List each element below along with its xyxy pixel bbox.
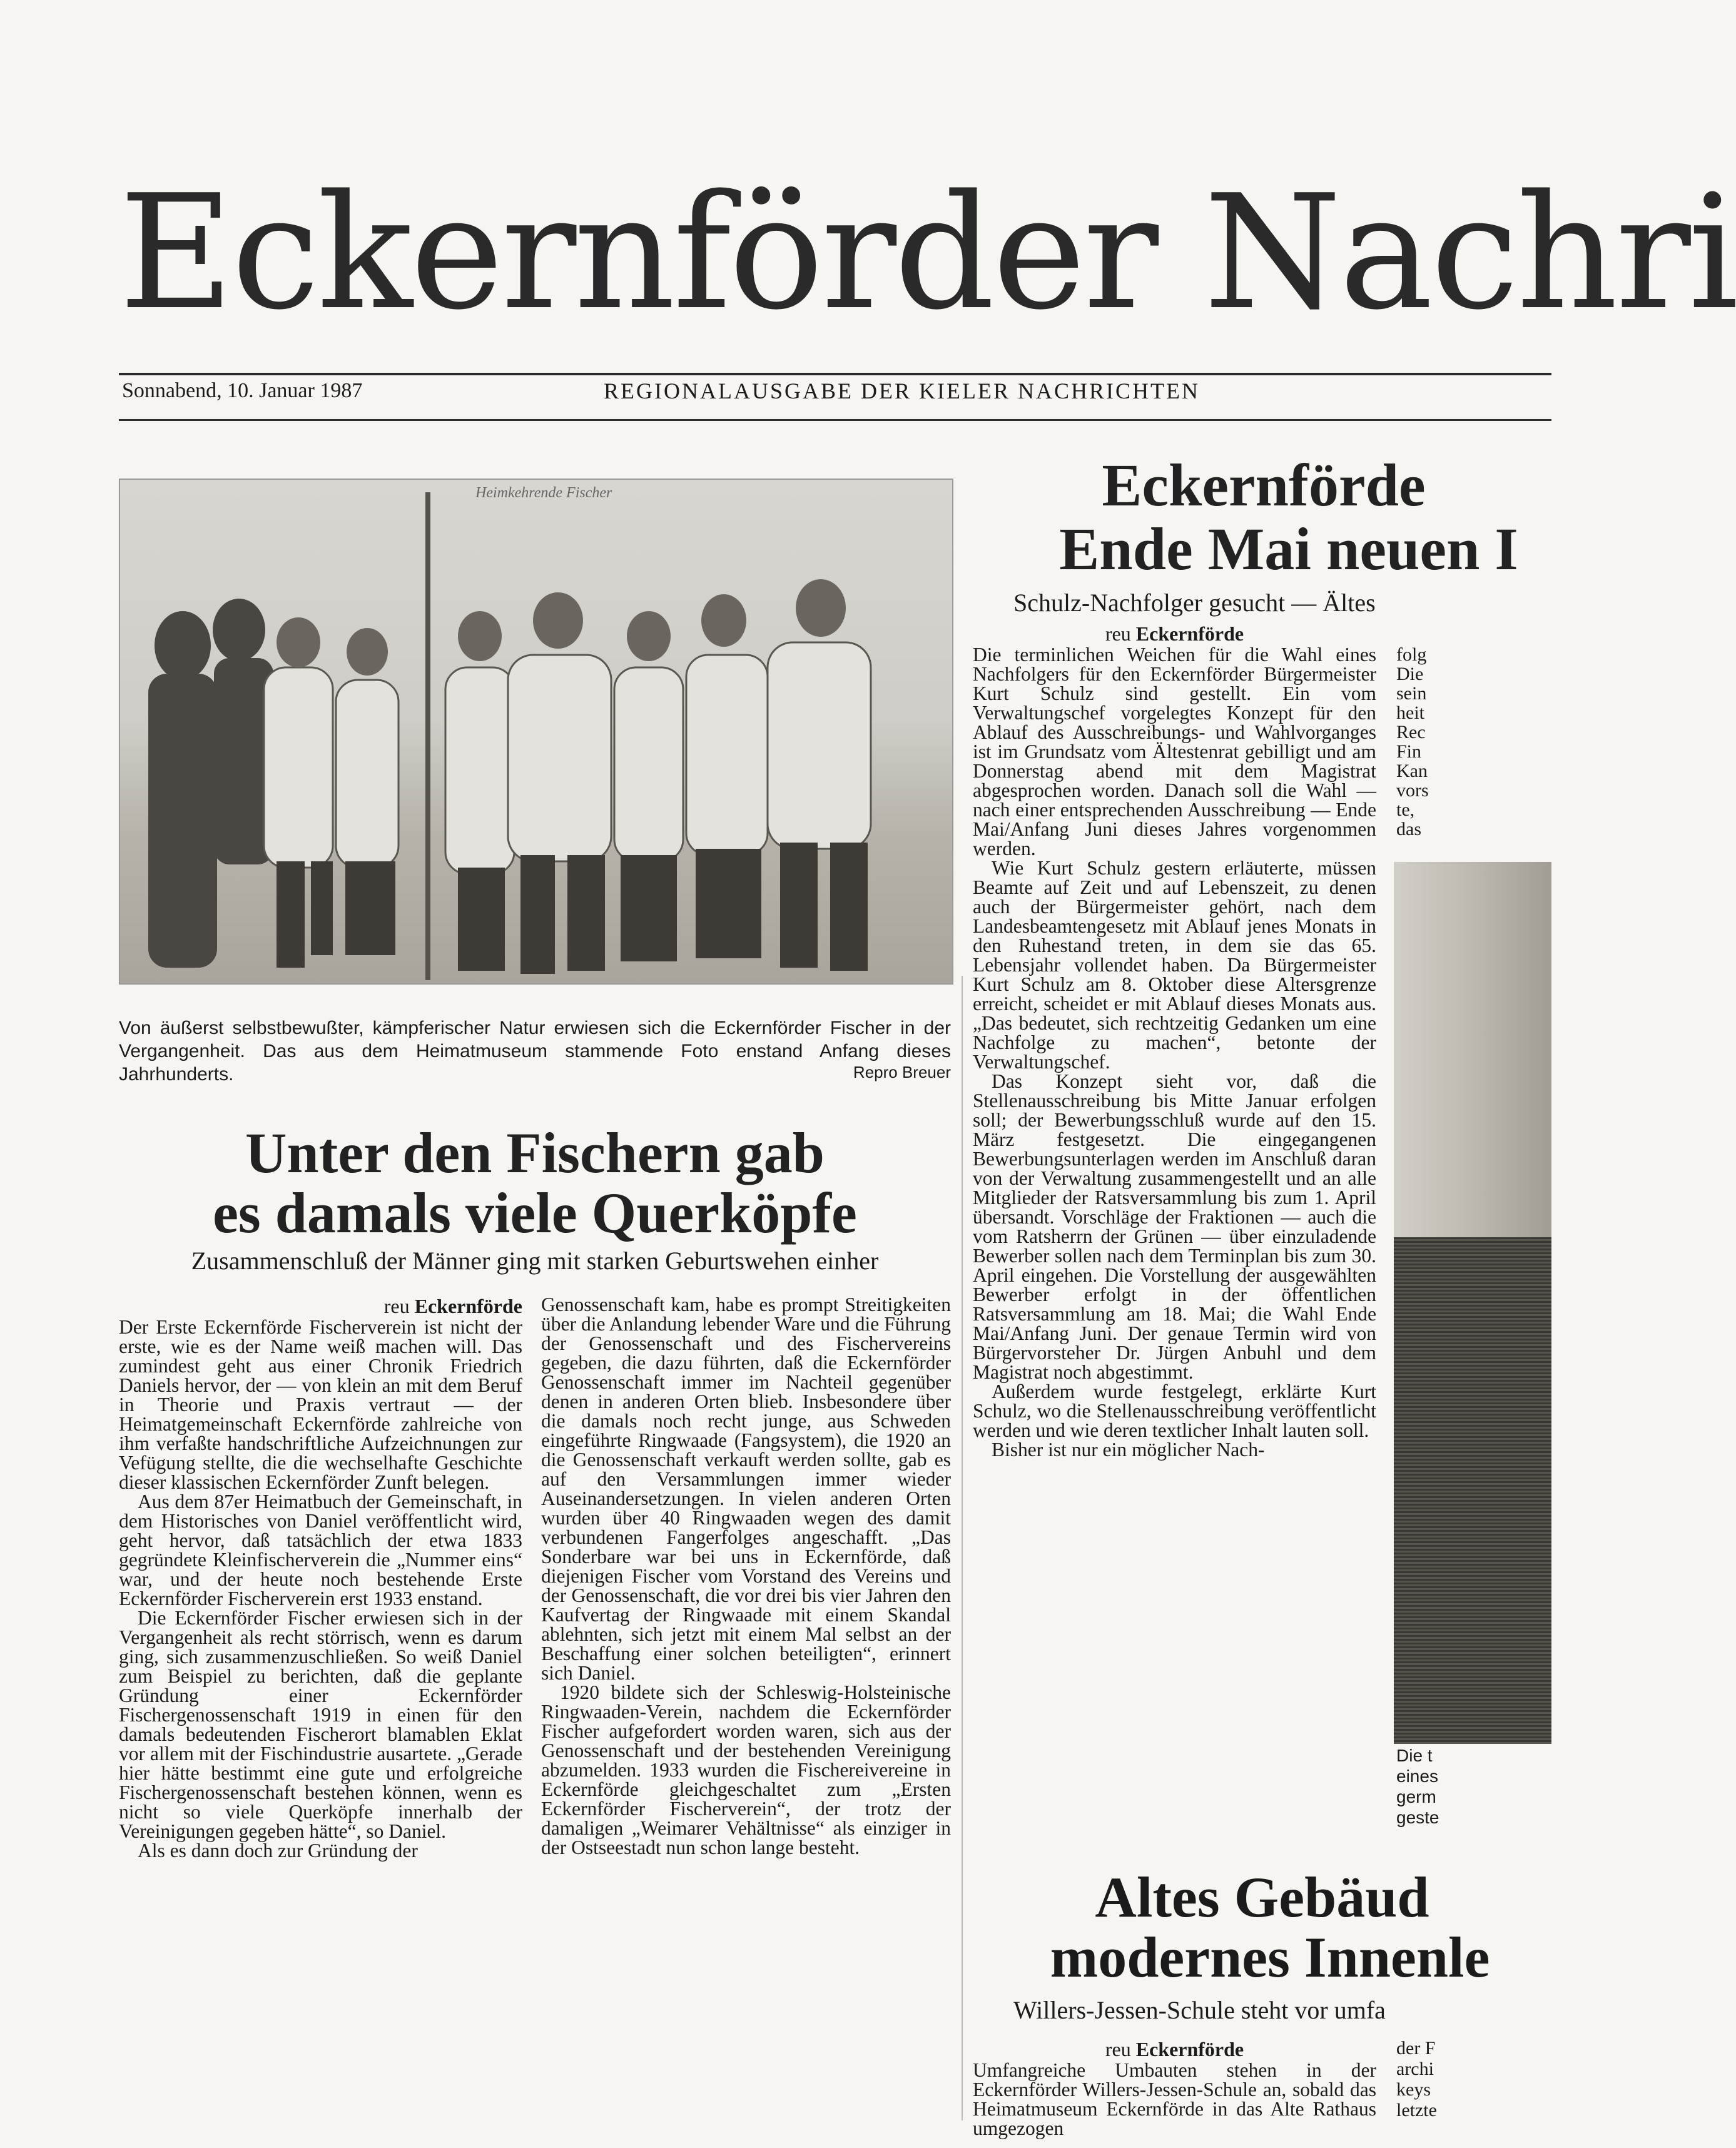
byline-place: Eckernförde (414, 1295, 522, 1317)
masthead-rule-bottom (119, 419, 1551, 421)
line-fragment: Kan (1396, 761, 1428, 781)
edition-line: REGIONALAUSGABE DER KIELER NACHRICHTEN (604, 378, 1200, 403)
line-fragment: das (1396, 819, 1421, 839)
column-divider (962, 976, 963, 2120)
byline-author: reu (1105, 2038, 1131, 2060)
line-fragment: Fin (1396, 741, 1422, 762)
byline-author: reu (383, 1295, 410, 1317)
byline-place: Eckernförde (1135, 2038, 1244, 2060)
article3-subheadline: Willers-Jessen-Schule steht vor umfa (1013, 1996, 1386, 2024)
article1-headline (119, 1123, 951, 1243)
line-fragment: archi (1396, 2059, 1434, 2079)
article2-headline-line1: Eckernförde (1102, 452, 1426, 519)
paragraph: Die terminlichen Weichen für die Wahl eines Nachfolgers für den Eckernförder Bürgermeister Kurt Schulz sind gestellt. Ein vom Verwaltungschef vorgelegtes Konzept für den Ablauf des Ausschreibungs- und Wahlvorganges ist im Grundsatz vom Ältestenrat gebilligt und am Donnerstag abend mit dem Magistrat abgesprochen worden. Danach soll die Wahl — nach einer entsprechenden Ausschreibung — Ende Mai/Anfang Juni dieses Jahres vorgenommen werden. (973, 644, 1376, 859)
article3-column-1 (973, 2038, 1376, 2148)
portrait-photo-shadow (1394, 1237, 1551, 1744)
article3-column-2 (1396, 2038, 1551, 2148)
line-fragment: letzte (1396, 2100, 1437, 2120)
article1-headline-line2: es damals viele Querköpfe (213, 1181, 857, 1245)
line-fragment: der F (1396, 2038, 1436, 2059)
paragraph: 1920 bildete sich der Schleswig-Holsteinische Ringwaaden-Verein, nachdem die Eckernförder Fischer aufgefordert worden waren, sich aus der Genossenschaft und der bestehenden Vereinigung abzumelden. 1933 wurden die Fischereivereine in Eckernförde gleichgeschaltet zum „Ersten Eckernförder Fischerverein“, der trotz der damaligen „Weimarer Vehältnisse“ als einziger in der Ostseestadt nun schon lange besteht. (541, 1681, 951, 1858)
article3-headline-line2: modernes Innenle (1050, 1925, 1490, 1989)
portrait-caption (1396, 1745, 1551, 1826)
line-fragment: sein (1396, 683, 1427, 704)
line-fragment: folg (1396, 644, 1427, 665)
line-fragment: heit (1396, 702, 1424, 723)
line-fragment: vors (1396, 780, 1429, 801)
caption-fragment: Die t (1396, 1746, 1433, 1765)
fishermen-figures (120, 480, 952, 983)
article2-subheadline: Schulz-Nachfolger gesucht — Ältes (1013, 589, 1376, 617)
article1-headline-line1: Unter den Fischern gab (245, 1121, 825, 1185)
paragraph: Bisher ist nur ein möglicher Nach- (992, 1439, 1265, 1461)
paragraph: Außerdem wurde festgelegt, erklärte Kurt Schulz, wo die Stellenausschreibung veröffentlicht werden und wie deren textlicher Inhalt lauten soll. (973, 1380, 1376, 1441)
article2-headline-line2: Ende Mai neuen I (1059, 515, 1518, 582)
article1-subheadline: Zusammenschluß der Männer ging mit starken Geburtswehen einher (191, 1247, 879, 1275)
line-fragment: Die (1396, 664, 1424, 684)
photo-credit: Repro Breuer (853, 1063, 951, 1082)
line-fragment: keys (1396, 2079, 1431, 2100)
article2-column-2 (1396, 622, 1551, 863)
article1-column-1 (119, 1295, 522, 2148)
paragraph: Als es dann doch zur Gründung der (138, 1840, 418, 1862)
paragraph: Genossenschaft kam, habe es prompt Streitigkeiten über die Anlandung lebender Ware und die Führung der Genossenschaft und des Fischervereins gegeben, die dazu führten, daß die Eckernförder Genossenschaft immer im Nachteil gegenüber denen in anderen Orten blieb. Insbesondere über die damals noch recht junge, aus Schweden eingeführte Ringwaade (Fangsystem), die 1920 an die Genossenschaft verkauft werden sollte, gab es auf den Versammlungen immer wieder Auseinandersetzungen. In vielen anderen Orten wurden über 40 Ringwaaden wegen des damit verbundenen Fangerfolges angeschafft. „Das Sonderbare war bei uns in Eckernförde, daß diejenigen Fischer vom Vorstand des Vereins und der Genossenschaft, die vor drei bis vier Jahren den Kaufvertag der Ringwaade mit einem Skandal ablehnten, sich jetzt mit einem Mal selbst an der Beschaffung einer solchen beteiligten“, erinnert sich Daniel. (541, 1294, 951, 1684)
portrait-photo (1394, 862, 1551, 1744)
article2-byline (973, 622, 1376, 645)
paragraph: Umfangreiche Umbauten stehen in der Eckernförder Willers-Jessen-Schule an, sobald das Heimatmuseum Eckernförde in das Alte Rathaus umgezogen (973, 2059, 1376, 2139)
paragraph: Das Konzept sieht vor, daß die Stellenausschreibung bis Mitte Januar erfolgen soll; der Bewerbungsschluß wurde auf den 15. März festgesetzt. Die eingegangenen Bewerbungsunterlagen werden im Anschluß daran von der Verwaltung zusammengestellt und an alle Mitglieder der Ratsversammlung bis zum 1. April übersandt. Vorschläge der Fraktionen — auch die vom Ratsherrn der Grünen — über einzuladende Bewerber sollen nach dem Terminplan bis zum 30. April eingehen. Die Vorstellung der ausgewählten Bewerber erfolgt in der öffentlichen Ratsversammlung am 18. Mai; die Wahl Ende Mai/Anfang Juni. Der genaue Termin wird von Bürgervorsteher Dr. Jürgen Anbuhl und dem Magistrat noch abgestimmt. (973, 1070, 1376, 1383)
photo-label: Heimkehrende Fischer (475, 485, 612, 501)
fishermen-photo (119, 479, 953, 985)
article1-column-2 (541, 1295, 951, 2148)
masthead-rule-top (119, 373, 1551, 375)
caption-fragment: geste (1396, 1808, 1439, 1827)
paragraph: Die Eckernförder Fischer erwiesen sich in der Vergangenheit als recht störrisch, wenn es darum ging, sich zusammenzuschließen. So weiß Daniel zum Beispiel zu berichten, daß die geplante Gründung einer Eckernförder Fischergenossenschaft 1919 in einen für den damals bedeutenden Fischerort blamablen Eklat vor allem mit der Fischindustrie ausartete. „Gerade hier hätte bestimmt eine gute und erfolgreiche Fischergenossenschaft bestehen können, wenn es nicht so viele Querköpfe innerhalb der Vereinigungen gegeben hätte“, so Daniel. (119, 1607, 522, 1842)
dateline: Sonnabend, 10. Januar 1987 (122, 379, 363, 402)
photo-caption: Von äußerst selbstbewußter, kämpferischer Natur erwiesen sich die Eckernförder Fischer in der Vergangenheit. Das aus dem Heimatmuseum stammende Foto enstand Anfang dieses Jahrhunderts. (119, 1018, 951, 1085)
article2-column-1 (973, 622, 1376, 1855)
article3-headline (973, 1867, 1551, 1992)
caption-fragment: germ (1396, 1787, 1436, 1806)
line-fragment: Rec (1396, 722, 1426, 742)
masthead-title: Eckernförder Nachri (119, 161, 1736, 345)
caption-fragment: eines (1396, 1766, 1438, 1786)
article1-byline (119, 1295, 522, 1317)
paragraph: Wie Kurt Schulz gestern erläuterte, müssen Beamte auf Zeit und auf Lebenszeit, zu denen auch der Bürgermeister gehört, nach dem Landesbeamtengesetz mit Ablauf jenes Monats in den Ruhestand treten, in dem sie das 65. Lebensjahr vollendet haben. Da Bürgermeister Kurt Schulz am 8. Oktober diese Altersgrenze erreicht, scheidet er mit Ablauf dieses Monats aus. „Das bedeutet, sich rechtzeitig Gedanken um eine Nachfolge zu machen“, betonte der Verwaltungschef. (973, 857, 1376, 1073)
byline-place: Eckernförde (1135, 622, 1244, 645)
paragraph: Aus dem 87er Heimatbuch der Gemeinschaft, in dem Historisches von Daniel veröffentlicht wird, geht hervor, daß tatsächlich der etwa 1833 gegründete Kleinfischerverein die „Nummer eins“ war, und der heute noch bestehende Erste Eckernförder Fischerverein erst 1933 enstand. (119, 1491, 522, 1609)
paragraph: Der Erste Eckernförde Fischerverein ist nicht der erste, wie es der Name weiß machen will. Das zumindest geht aus einer Chronik Friedrich Daniels hervor, der — von klein an mit dem Beruf in Theorie und Praxis vertraut — der Heimatgemeinschaft Eckernförde zahlreiche von ihm verfaßte handschriftliche Aufzeichnungen zur Vefügung stellte, die die wechselhafte Geschichte dieser klassischen Eckernförder Zunft belegen. (119, 1316, 522, 1493)
line-fragment: te, (1396, 799, 1415, 820)
article3-headline-line1: Altes Gebäud (1095, 1865, 1429, 1929)
article3-byline (973, 2038, 1376, 2060)
article2-headline (976, 453, 1551, 585)
byline-author: reu (1105, 622, 1131, 645)
